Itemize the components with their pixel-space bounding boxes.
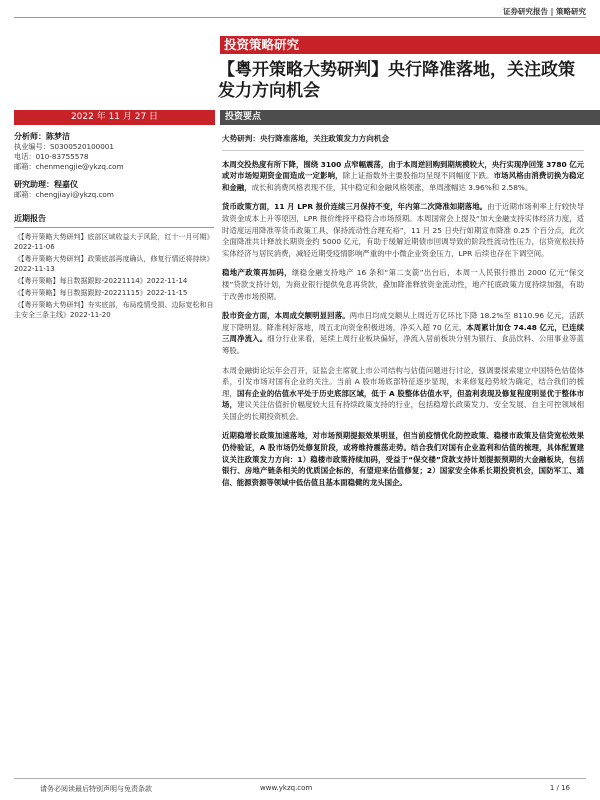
emphasis-text: 市场风格由消费切换为稳定和金融， bbox=[222, 171, 584, 192]
body-text: 两市日均成交额从上周近万亿环比下降 18.2%至 8110.96 亿元，活跃度下降明显。降准利好落地，周五北向资金积极进场，净买入超 70 亿元， bbox=[222, 311, 584, 332]
assistant-email: 邮箱：chengjiayi@ykzq.com bbox=[14, 190, 114, 199]
emphasis-text: 本周累计加仓 74.48 亿元，已连续三周净流入。 bbox=[222, 322, 584, 344]
body-text: 由于近期市场利率上行较快导致资金成本上升等原因，LPR 报价维持平稳符合市场预期。本周国常会上提及“加大金融支持实体经济力度，适时适度运用降准等货币政策工具，保持流动性合理充裕”，11 月 25 日央行如期宣布降准 0.25 个百分点，此次全面降准共计释放长期资金约 5000 亿元，有助于缓解近期债市回调导致的阶段性流动性压力，信贷宽松扶持实体经济与居民消费，减轻近期受疫情影响严重的中小微企业资金压力，LPR 后续也存在下调空间。 bbox=[222, 202, 584, 258]
recent-report-link[interactable]: 《【粤开策略大势研判】政策底部再度确认，修复行情还将持续》2022-11-13 bbox=[14, 255, 214, 273]
emphasis-text: 近期稳增长政策加速落地，对市场预期提振效果明显，但当前疫情优化防控政策、稳楼市政策及信贷宽松效果仍待验证，A 股市场仍处修复阶段，或将维持震荡走势。结合我们对国有企业盈利和估值的梳理，具体配置建议关注政策发力方向：1）稳楼市政策持续加码，受益于“保交楼”贷款支持计划提振预期的大金融板块，包括银行、房地产链条相关的优质国企标的，有望迎来估值修复；2）国家安全体系长期投资机会，国防军工、通信、能源资源等领域中低估值且基本面稳健的龙头国企。 bbox=[222, 431, 584, 487]
main-content bbox=[222, 133, 584, 496]
report-type-tag: 投资策略研究 bbox=[220, 36, 600, 54]
body-text: 继稳金融支持地产 16 条和“第二支箭”出台后，本周一人民银行推出 2000 亿元“保交楼”贷款支持计划，为商业银行提供免息再贷款，叠加降准释放资金流动性，地产托底政策力度持续加强，有助于改善市场预期。 bbox=[222, 268, 584, 301]
footer-website[interactable]: www.ykzq.com bbox=[260, 784, 313, 792]
sidebar bbox=[14, 132, 214, 322]
recent-report-link[interactable]: 《【粤开策略】每日数据跟踪-20221114》2022-11-14 bbox=[14, 277, 188, 285]
analyst-phone: 电话：010-83755578 bbox=[14, 152, 89, 161]
body-paragraph bbox=[222, 267, 584, 302]
report-title: 【粤开策略大势研判】央行降准落地，关注政策发力方向机会 bbox=[218, 60, 575, 101]
page-number: 1 / 16 bbox=[549, 784, 570, 792]
footer-divider bbox=[14, 778, 586, 779]
emphasis-text: 本周交投热度有所下降，围绕 3100 点窄幅震荡，由于本周逆回购到期规模较大，央行实现净回笼 3780 亿元或对市场短期资金面造成一定影响， bbox=[222, 159, 584, 181]
body-paragraph bbox=[222, 310, 584, 356]
body-paragraph bbox=[222, 159, 584, 194]
body-paragraphs bbox=[222, 159, 584, 489]
emphasis-text: 货币政策方面，11 月 LPR 报价连续三月保持不变，年内第二次降准如期落地。 bbox=[222, 202, 488, 212]
emphasis-text: 股市资金方面，本周成交额明显回落。 bbox=[222, 311, 350, 321]
report-date: 2022 年 11 月 27 日 bbox=[14, 110, 215, 125]
body-text: 本周金融街论坛年会召开，证监会主席就上市公司结构与估值问题进行讨论，强调要探索建立中国特色估值体系，引发市场对国有企业的关注。当前 A 股市场底部特征逐步显现，未来修复趋势较为确定，结合我们的梳理， bbox=[222, 365, 584, 398]
recent-report-link[interactable]: 《【粤开策略大势研判】底部区域收益大于风险，红十一月可期》2022-11-06 bbox=[14, 233, 214, 251]
body-paragraph bbox=[222, 430, 584, 488]
body-text: 细分行业来看，延续上周行业板块偏好，净流入居前板块分别为银行、食品饮料、公用事业等蓝筹股。 bbox=[222, 334, 584, 355]
analyst-email: 邮箱：chenmengjie@ykzq.com bbox=[14, 162, 124, 171]
report-category: 证券研究报告 | 策略研究 bbox=[503, 7, 586, 16]
summary-heading: 大势研判：央行降准落地，关注政策发力方向机会 bbox=[222, 133, 584, 151]
section-heading: 投资要点 bbox=[220, 110, 600, 125]
body-text: 建议关注估值折价幅度较大且有持续政策支持的行业，包括稳增长政策发力、安全发展、自主可控领域相关国企的长期投资机会。 bbox=[222, 400, 584, 421]
analyst-license: 执业编号：S0300520100001 bbox=[14, 142, 114, 151]
recent-report-link[interactable]: 《【粤开策略】每日数据跟踪-20221115》2022-11-15 bbox=[14, 289, 188, 297]
body-paragraph bbox=[222, 365, 584, 423]
emphasis-text: 稳地产政策再加码， bbox=[222, 268, 292, 278]
assistant-name: 研究助理：程嘉仪 bbox=[14, 180, 78, 189]
analyst-name: 分析师：陈梦洁 bbox=[14, 132, 70, 141]
recent-reports-heading: 近期报告 bbox=[14, 214, 214, 228]
body-text: 除上证指数外主要股指均呈现不同幅度下跌。 bbox=[342, 171, 494, 181]
footer-disclaimer: 请务必阅读最后特别声明与免责条款 bbox=[40, 785, 152, 793]
body-text: 成长和消费风格表现不佳，其中稳定和金融风格领涨，单周涨幅达 3.96%和 2.58%。 bbox=[251, 182, 533, 192]
body-paragraph bbox=[222, 201, 584, 259]
header-divider bbox=[14, 17, 586, 18]
emphasis-text: 国有企业的估值水平处于历史底部区域，低于 A 股整体估值水平，但盈利表现及修复程度明显优于整体市场， bbox=[222, 388, 584, 410]
recent-report-link[interactable]: 《【粤开策略大势研判】夯实底部，布局疫情受损、边际宽松和自主安全三条主线》2022-11-20 bbox=[14, 301, 214, 319]
